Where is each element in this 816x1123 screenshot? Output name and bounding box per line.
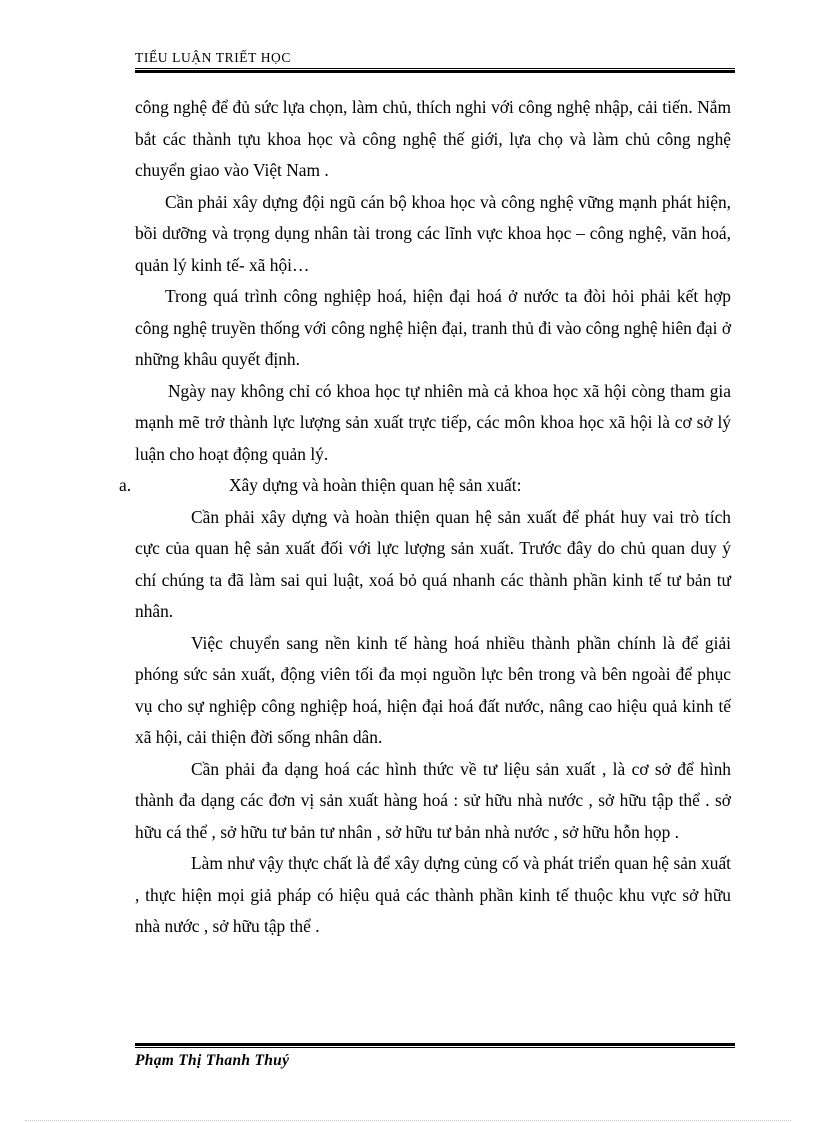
section-title: Xây dựng và hoàn thiện quan hệ sản xuất:	[229, 475, 522, 495]
footer-rule-thin	[135, 1047, 735, 1048]
page-edge	[25, 1120, 791, 1121]
section-heading	[119, 470, 731, 502]
page-footer	[135, 1043, 735, 1070]
document-body	[119, 92, 732, 943]
page-header	[135, 49, 735, 73]
paragraph-2: Cần phải xây dựng đội ngũ cán bộ khoa học và công nghệ vững mạnh phát hiện, bồi dưỡng và trọng dụng nhân tài trong các lĩnh vực khoa học – công nghệ, văn hoá, quản lý kinh tế- xã hội…	[135, 191, 731, 275]
footer-rule-thick	[135, 1043, 735, 1046]
header-title: TIỂU LUẬN TRIẾT HỌC	[135, 50, 292, 65]
header-rule-thin	[135, 68, 735, 69]
paragraph-6: Việc chuyển sang nền kinh tế hàng hoá nhiều thành phần chính là để giải phóng sức sản xuất, động viên tối đa mọi nguồn lực bên trong và bên ngoài để phục vụ cho sự nghiệp công nghiệp hoá, hiện đại hoá đất nước, nâng cao hiệu quả kinh tế xã hội, cải thiện đời sống nhân dân.	[135, 632, 731, 747]
paragraph-3: Trong quá trình công nghiệp hoá, hiện đại hoá ở nước ta đòi hỏi phải kết hợp công nghệ truyền thống với công nghệ hiện đại, tranh thủ đi vào công nghệ hiên đại ở những khâu quyết định.	[135, 286, 732, 369]
paragraph-4: Ngày nay không chỉ có khoa học tự nhiên mà cả khoa học xã hội còng tham gia mạnh mẽ trở thành lực lượng sản xuất trực tiếp, các môn khoa học xã hội là cơ sở lý luận cho hoạt động quản lý.	[135, 380, 731, 464]
paragraph-7: Cần phải đa dạng hoá các hình thức về tư liệu sản xuất , là cơ sở để hình thành đa dạng các đơn vị sản xuất hàng hoá : sử hữu nhà nước , sở hữu tập thể . sở hữu cá thể , sở hữu tư bản tư nhân , sở hữu tư bản nhà nước , sở hữu hỗn họp .	[135, 758, 731, 842]
footer-author: Phạm Thị Thanh Thuý	[135, 1052, 290, 1069]
paragraph-5: Cần phải xây dựng và hoàn thiện quan hệ sản xuất để phát huy vai trò tích cực của quan hệ sản xuất đối với lực lượng sản xuất. Trước đây do chủ quan duy ý chí chúng ta đã làm sai qui luật, xoá bỏ quá nhanh các thành phần kinh tế tư bản tư nhân.	[135, 506, 731, 621]
header-rule-thick	[135, 70, 735, 73]
section-marker: a.	[119, 475, 132, 495]
paragraph-8: Làm như vậy thực chất là để xây dựng củng cố và phát triển quan hệ sản xuất , thực hiện mọi giả pháp có hiệu quả các thành phần kinh tế thuộc khu vực sở hữu nhà nước , sở hữu tập thể .	[135, 853, 731, 936]
paragraph-1: công nghệ để đủ sức lựa chọn, làm chủ, thích nghi với công nghệ nhập, cải tiến. Nắm bắt các thành tựu khoa học và công nghệ thế giới, lựa chọ và làm chủ công nghệ chuyển giao vào Việt Nam .	[135, 97, 731, 180]
